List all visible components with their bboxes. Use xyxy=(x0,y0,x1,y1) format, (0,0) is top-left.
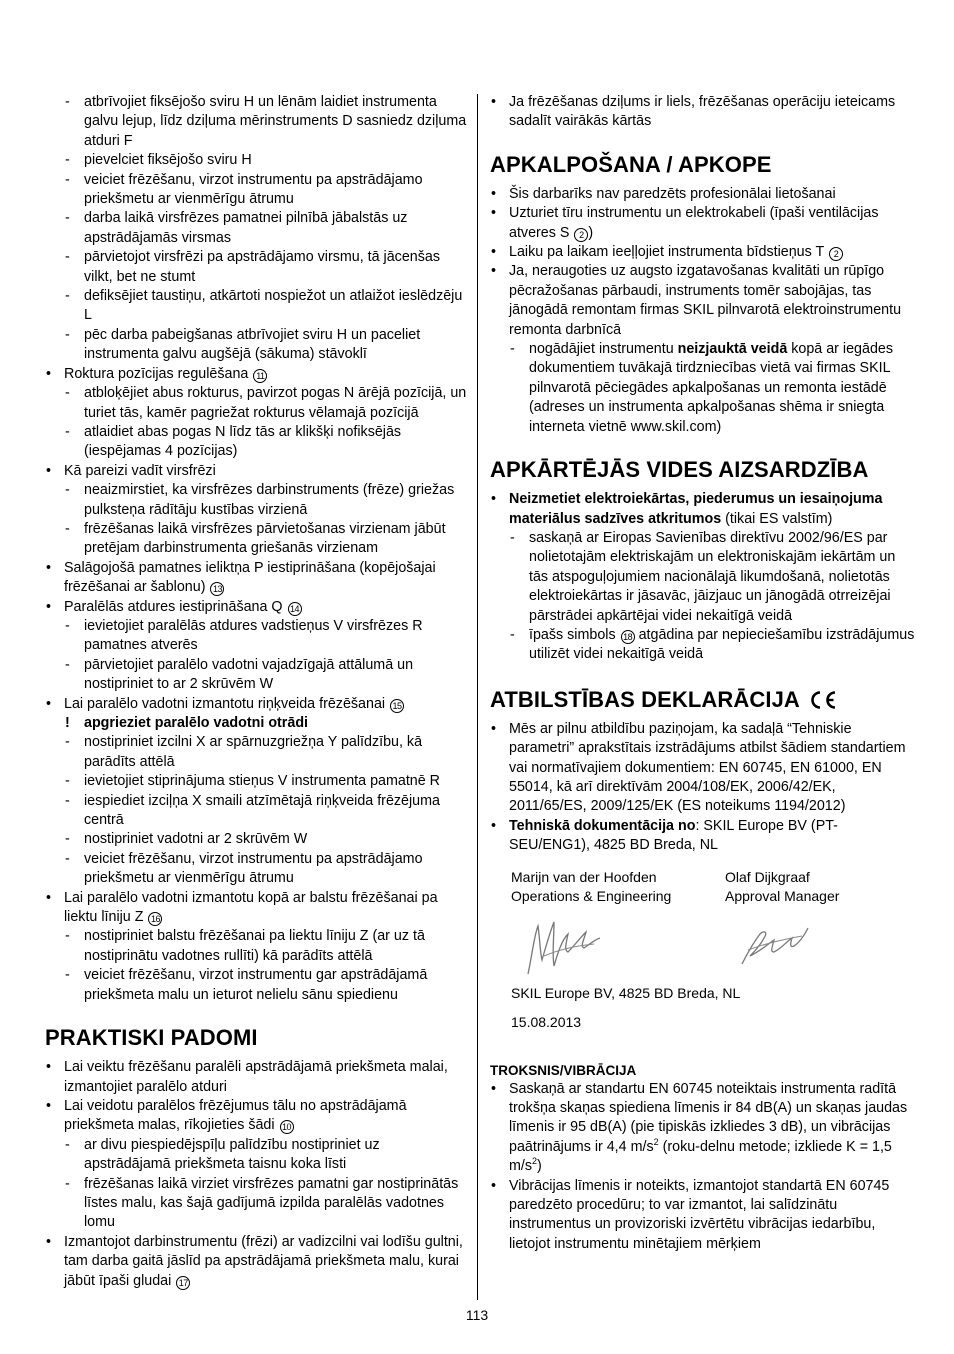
page-number: 113 xyxy=(465,1307,489,1323)
item-text: saskaņā ar Eiropas Savienības direktīvu 2002/96/ES par nolietotajām elektriskajām un elektroniskajām iekārtām un tās atspoguļojumiem nacionālajā likumdošanā, nolietotās elektroiekārtas ir jāsavāc, jāizjauc un jānogādā otrreizējai pārstrādei apkārtējai videi nekaitīgā veidā xyxy=(529,529,896,624)
item-text: Roktura pozīcijas regulēšana xyxy=(64,365,249,382)
item-text: frēzēšanas laikā virsfrēzes pārvietošanas virzienam jābūt pretējam darbinstrumenta griešanās virzienam xyxy=(84,520,446,557)
dash: - xyxy=(65,326,70,343)
list-item xyxy=(45,520,470,559)
figure-ref-badge: 11 xyxy=(253,369,267,383)
item-text: Saskaņā ar standartu EN 60745 noteiktais instrumenta radītā trokšņa skaņas spiediena līmenis ir 84 dB(A) un skaņas jaudas līmenis ir 95 dB(A) (pie tipiskās izkliedes 3 dB), un vibrācijas paātrinājums ir 4,4 m/s xyxy=(509,1080,908,1155)
item-text: Laiku pa laikam ieeļļojiet instrumenta bīdstieņus T xyxy=(509,244,824,261)
signatory-name: Marijn van der Hoofden xyxy=(511,868,657,885)
bullet: • xyxy=(491,1080,497,1097)
item-text: atlaidiet abas pogas N līdz tās ar klikšķi nofiksējās (iespējamas 4 pozīcijas) xyxy=(84,423,402,460)
list-item xyxy=(45,326,470,365)
list-item xyxy=(45,1058,470,1097)
bullet: • xyxy=(491,1177,497,1194)
figure-ref-badge: 2 xyxy=(574,228,588,242)
list-item xyxy=(490,243,915,262)
bullet: • xyxy=(491,817,497,834)
item-text: atgādina par nepieciešamību izstrādājumus utilizēt videi nekaitīgā veidā xyxy=(529,626,915,663)
apkalposana-list xyxy=(490,185,915,340)
list-item xyxy=(45,151,470,170)
list-item xyxy=(45,695,470,714)
item-text: kopā ar iegādes dokumentiem tuvākajā tirdzniecības vietā vai firmas SKIL pilnvarotā pēciegādes apkalpošanas un remonta iestādē (adreses un instrumenta apkalpošanas shēma ir sniegta interneta vietnē www.skil.com) xyxy=(529,341,893,435)
item-text: veiciet frēzēšanu, virzot instrumentu pa apstrādājamo priekšmetu ar vienmērīgu ātrumu xyxy=(84,850,423,887)
dash: - xyxy=(65,617,70,634)
figure-ref-badge: 15 xyxy=(390,699,404,713)
list-item xyxy=(45,966,470,1005)
right-column xyxy=(490,93,915,1254)
item-text: ) xyxy=(588,224,594,241)
bullet: • xyxy=(491,263,497,280)
item-text: īpašs simbols xyxy=(529,626,616,643)
list-item xyxy=(45,889,470,928)
heading-atbilstibas xyxy=(490,687,915,713)
item-text: nostipriniet izcilni X ar spārnuzgriežņa Y palīdzību, kā parādīts attēlā xyxy=(84,734,423,770)
list-item xyxy=(490,817,915,856)
signature-right-image xyxy=(738,922,812,968)
item-text: atbrīvojiet fiksējošo sviru H un lēnām laidiet instrumenta galvu lejup, līdz dziļuma mērinstruments D sasniedz dziļuma atduri F xyxy=(84,94,467,149)
company-address: SKIL Europe BV, 4825 BD Breda, NL xyxy=(511,984,741,1001)
superscript: 2 xyxy=(653,1137,659,1148)
list-item xyxy=(490,93,915,132)
list-item xyxy=(45,598,470,617)
list-item xyxy=(45,171,470,210)
item-text: Ja, neraugoties uz augsto izgatavošanas kvalitāti un rūpīgo pēcražošanas pārbaudi, instruments tomēr sabojājas, tas jānogādā remontam firmas SKIL pilnvarotā elektroinstrumentu remonta darbnīcā xyxy=(509,263,902,338)
item-text: darba laikā virsfrēzes pamatnei pilnībā jābalstās uz apstrādājamās virsmas xyxy=(84,210,408,246)
item-text: ievietojiet paralēlās atdures vadstieņus V virsfrēzes R pamatnes atverēs xyxy=(84,617,423,654)
figure-ref-badge: 13 xyxy=(210,582,224,596)
item-bold-text: Tehniskā dokumentācija no xyxy=(509,817,696,834)
bullet: • xyxy=(46,559,52,576)
item-text: pārvietojiet paralēlo vadotni vajadzīgajā attālumā un nostipriniet to ar 2 skrūvēm W xyxy=(84,656,414,693)
vides-sublist xyxy=(490,529,915,665)
ce-mark-icon xyxy=(808,689,838,711)
dash: - xyxy=(65,249,70,266)
item-text: Paralēlās atdures iestiprināšana Q xyxy=(64,598,283,615)
bullet: • xyxy=(491,185,497,202)
dash: - xyxy=(65,423,70,440)
bullet: • xyxy=(46,365,52,382)
signatory-role: Approval Manager xyxy=(725,888,840,905)
list-item xyxy=(45,481,470,520)
item-text: Lai veiktu frēzēšanu paralēli apstrādājamā priekšmeta malai, izmantojiet paralēlo atduri xyxy=(64,1059,448,1095)
warning-mark: ! xyxy=(65,715,70,731)
bullet: • xyxy=(46,462,52,479)
dash: - xyxy=(65,656,70,673)
item-text: Vibrācijas līmenis ir noteikts, izmantojot standartā EN 60745 paredzēto procedūru; to var izmantot, lai salīdzinātu instrumentus un provizoriski izvērtētu vibrācijas iedarbību, lietojot instrumentu minētajiem mērķiem xyxy=(509,1177,890,1252)
signatory-right xyxy=(725,868,839,907)
dash: - xyxy=(65,94,70,110)
item-text: Ja frēzēšanas dziļums ir liels, frēzēšanas operāciju ieteicams sadalīt vairākās kārtās xyxy=(509,94,896,130)
list-item xyxy=(45,1097,470,1136)
bullet: • xyxy=(491,94,497,110)
dash: - xyxy=(65,734,70,751)
list-item xyxy=(45,384,470,423)
list-item xyxy=(45,714,470,733)
item-text: : SKIL Europe BV (PT-SEU/ENG1), 4825 BD Breda, NL xyxy=(509,817,838,854)
left-list xyxy=(45,93,470,1005)
item-text: Uzturiet tīru instrumentu un elektrokabeli (īpaši ventilācijas atveres S xyxy=(509,205,879,241)
dash: - xyxy=(65,1175,70,1192)
column-divider xyxy=(477,94,478,1300)
bullet: • xyxy=(46,695,52,712)
dash: - xyxy=(65,288,70,305)
list-item xyxy=(490,340,915,437)
signature-block xyxy=(490,856,915,1051)
item-text: Lai paralēlo vadotni izmantotu riņķveida frēzēšanai xyxy=(64,695,386,712)
item-text: Šis darbarīks nav paredzēts profesionālai lietošanai xyxy=(509,185,836,202)
dash: - xyxy=(65,967,70,984)
item-text: pievelciet fiksējošo sviru H xyxy=(84,152,252,169)
heading-troksnis: TROKSNIS/VIBRĀCIJA xyxy=(490,1062,637,1078)
item-text: nogādājiet instrumentu xyxy=(529,341,678,358)
figure-ref-badge: 2 xyxy=(829,247,843,261)
item-text: apgrieziet paralēlo vadotni otrādi xyxy=(84,715,309,731)
bullet: • xyxy=(491,720,497,737)
bullet: • xyxy=(491,491,497,508)
list-item xyxy=(45,93,470,151)
figure-ref-badge: 14 xyxy=(288,602,302,616)
list-item xyxy=(45,850,470,889)
item-text: Mēs ar pilnu atbildību paziņojam, ka sadaļā “Tehniskie parametri” aprakstītais izstrādājums atbilst šādiem standartiem vai normatīvajiem dokumentiem: EN 60745, EN 61000, EN 55014, kā arī direktīvām 2004/108/EK, 2006/42/EK, 2011/65/ES, 2009/125/EK (ES noteikums 1194/2012) xyxy=(509,720,906,815)
list-item xyxy=(490,626,915,665)
item-text: Lai paralēlo vadotni izmantotu kopā ar balstu frēzēšanai pa liektu līniju Z xyxy=(64,889,438,926)
item-text: pēc darba pabeigšanas atbrīvojiet sviru H un paceliet instrumenta galvu augšējā (sākuma) stāvoklī xyxy=(84,326,421,363)
item-text: Kā pareizi vadīt virsfrēzi xyxy=(64,462,216,479)
dash: - xyxy=(65,928,70,945)
dash: - xyxy=(65,385,70,402)
list-item xyxy=(45,287,470,326)
dash: - xyxy=(65,850,70,867)
dash: - xyxy=(510,626,515,643)
signatory-left xyxy=(511,868,671,907)
list-item xyxy=(45,617,470,656)
heading-praktiski-padomi: PRAKTISKI PADOMI xyxy=(45,1025,258,1051)
list-item xyxy=(490,490,915,529)
list-item xyxy=(45,462,470,481)
list-item xyxy=(490,1080,915,1177)
item-text: frēzēšanas laikā virziet virsfrēzes pamatni gar nostiprinātās līstes malu, kas šajā gadījumā izpilda paralēlās vadotnes lomu xyxy=(84,1175,459,1231)
signatory-name: Olaf Dijkgraaf xyxy=(725,868,810,885)
item-text: ar divu piespiedējspīļu palīdzību nostipriniet uz apstrādājamā priekšmeta taisnu koka līsti xyxy=(84,1136,380,1173)
item-text: ) xyxy=(537,1158,542,1175)
item-bold-text: neizjauktā veidā xyxy=(677,341,788,358)
item-text: veiciet frēzēšanu, virzot instrumentu pa apstrādājamo priekšmetu ar vienmērīgu ātrumu xyxy=(84,171,423,208)
dash: - xyxy=(510,529,515,546)
list-item xyxy=(45,1136,470,1175)
heading-apkalposana: APKALPOŠANA / APKOPE xyxy=(490,151,772,177)
signature-left-image xyxy=(524,916,604,978)
figure-ref-badge: 17 xyxy=(176,1276,190,1290)
list-item xyxy=(45,365,470,384)
dash: - xyxy=(65,171,70,188)
heading-text: ATBILSTĪBAS DEKLARĀCIJA xyxy=(490,686,800,712)
figure-ref-badge: 16 xyxy=(148,912,162,926)
left-column xyxy=(45,93,470,1291)
list-item xyxy=(45,830,470,849)
superscript: 2 xyxy=(532,1156,538,1167)
dash: - xyxy=(65,792,70,809)
item-text: (roku-delnu metode; izkliede K = 1,5 m/s xyxy=(509,1138,892,1175)
item-text: Salāgojošā pamatnes ieliktņa P iestiprināšana (kopējošajai frēzēšanai ar šablonu) xyxy=(64,559,436,596)
list-item xyxy=(490,529,915,626)
figure-ref-badge: 18 xyxy=(621,630,635,644)
bullet: • xyxy=(491,244,497,261)
bullet: • xyxy=(491,205,497,222)
bullet: • xyxy=(46,1097,52,1114)
list-item xyxy=(45,656,470,695)
item-text: ievietojiet stiprinājuma stieņus V instrumenta pamatnē R xyxy=(84,773,441,790)
item-text: nostipriniet vadotni ar 2 skrūvēm W xyxy=(84,831,308,848)
dash: - xyxy=(65,773,70,790)
list-item xyxy=(45,248,470,287)
dash: - xyxy=(65,831,70,848)
item-text: nostipriniet balstu frēzēšanai pa liektu līniju Z (ar uz tā nostiprinātu vadotnes rullīti) kā parādīts attēlā xyxy=(84,928,425,964)
item-text: pārvietojot virsfrēzi pa apstrādājamo virsmu, tā jācenšas vilkt, bet ne stumt xyxy=(84,249,440,285)
item-text: (tikai ES valstīm) xyxy=(721,510,833,527)
list-item xyxy=(45,792,470,831)
list-item xyxy=(45,772,470,791)
list-item xyxy=(490,262,915,340)
bullet: • xyxy=(46,598,52,615)
praktiski-list xyxy=(45,1058,470,1291)
dash: - xyxy=(65,520,70,537)
dash: - xyxy=(65,1136,70,1153)
list-item xyxy=(490,720,915,817)
list-item xyxy=(490,204,915,243)
list-item xyxy=(45,559,470,598)
item-text: Lai veidotu paralēlos frēzējumus tālu no apstrādājamā priekšmeta malas, rīkojieties šādi xyxy=(64,1097,407,1134)
item-text: iespiediet izciļņa X smaili atzīmētajā riņķveida frēzējuma centrā xyxy=(84,792,440,829)
item-text: veiciet frēzēšanu, virzot instrumentu gar apstrādājamā priekšmeta malu un ieturot nelielu sānu spiedienu xyxy=(84,967,428,1003)
list-item xyxy=(490,1177,915,1255)
list-item xyxy=(45,209,470,248)
dash: - xyxy=(65,210,70,227)
list-item xyxy=(490,185,915,204)
list-item xyxy=(45,927,470,966)
dash: - xyxy=(65,152,70,169)
list-item xyxy=(45,1175,470,1233)
bullet: • xyxy=(46,889,52,906)
item-text: atbloķējiet abus rokturus, pavirzot pogas N ārējā pozīcijā, un turiet tās, kamēr pagriežat rokturus vēlamajā pozīcijā xyxy=(84,385,467,421)
dash: - xyxy=(510,341,515,358)
heading-vides-aizsardziba: APKĀRTĒJĀS VIDES AIZSARDZĪBA xyxy=(490,457,869,483)
item-text: defiksējiet taustiņu, atkārtoti nospiežot un atlaižot ieslēdzēju L xyxy=(84,288,463,324)
item-bold-text: Neizmetiet elektroiekārtas, piederumus un iesaiņojuma materiālus sadzīves atkritumos xyxy=(509,491,883,527)
list-item xyxy=(45,733,470,772)
list-item xyxy=(45,1233,470,1291)
bullet: • xyxy=(46,1233,52,1250)
item-text: Izmantojot darbinstrumentu (frēzi) ar vadizcilni vai lodīšu gultni, tam darba gaitā jāslīd pa apstrādājamā priekšmeta malu, kurai jābūt īpaši gludai xyxy=(64,1233,463,1289)
figure-ref-badge: 10 xyxy=(280,1120,294,1134)
item-text: neaizmirstiet, ka virsfrēzes darbinstruments (frēze) griežas pulksteņa rādītāju kustības virzienā xyxy=(84,482,455,518)
dash: - xyxy=(65,482,70,499)
bullet: • xyxy=(46,1059,52,1076)
declaration-date: 15.08.2013 xyxy=(511,1013,582,1030)
list-item xyxy=(45,423,470,462)
signatory-role: Operations & Engineering xyxy=(511,888,672,905)
